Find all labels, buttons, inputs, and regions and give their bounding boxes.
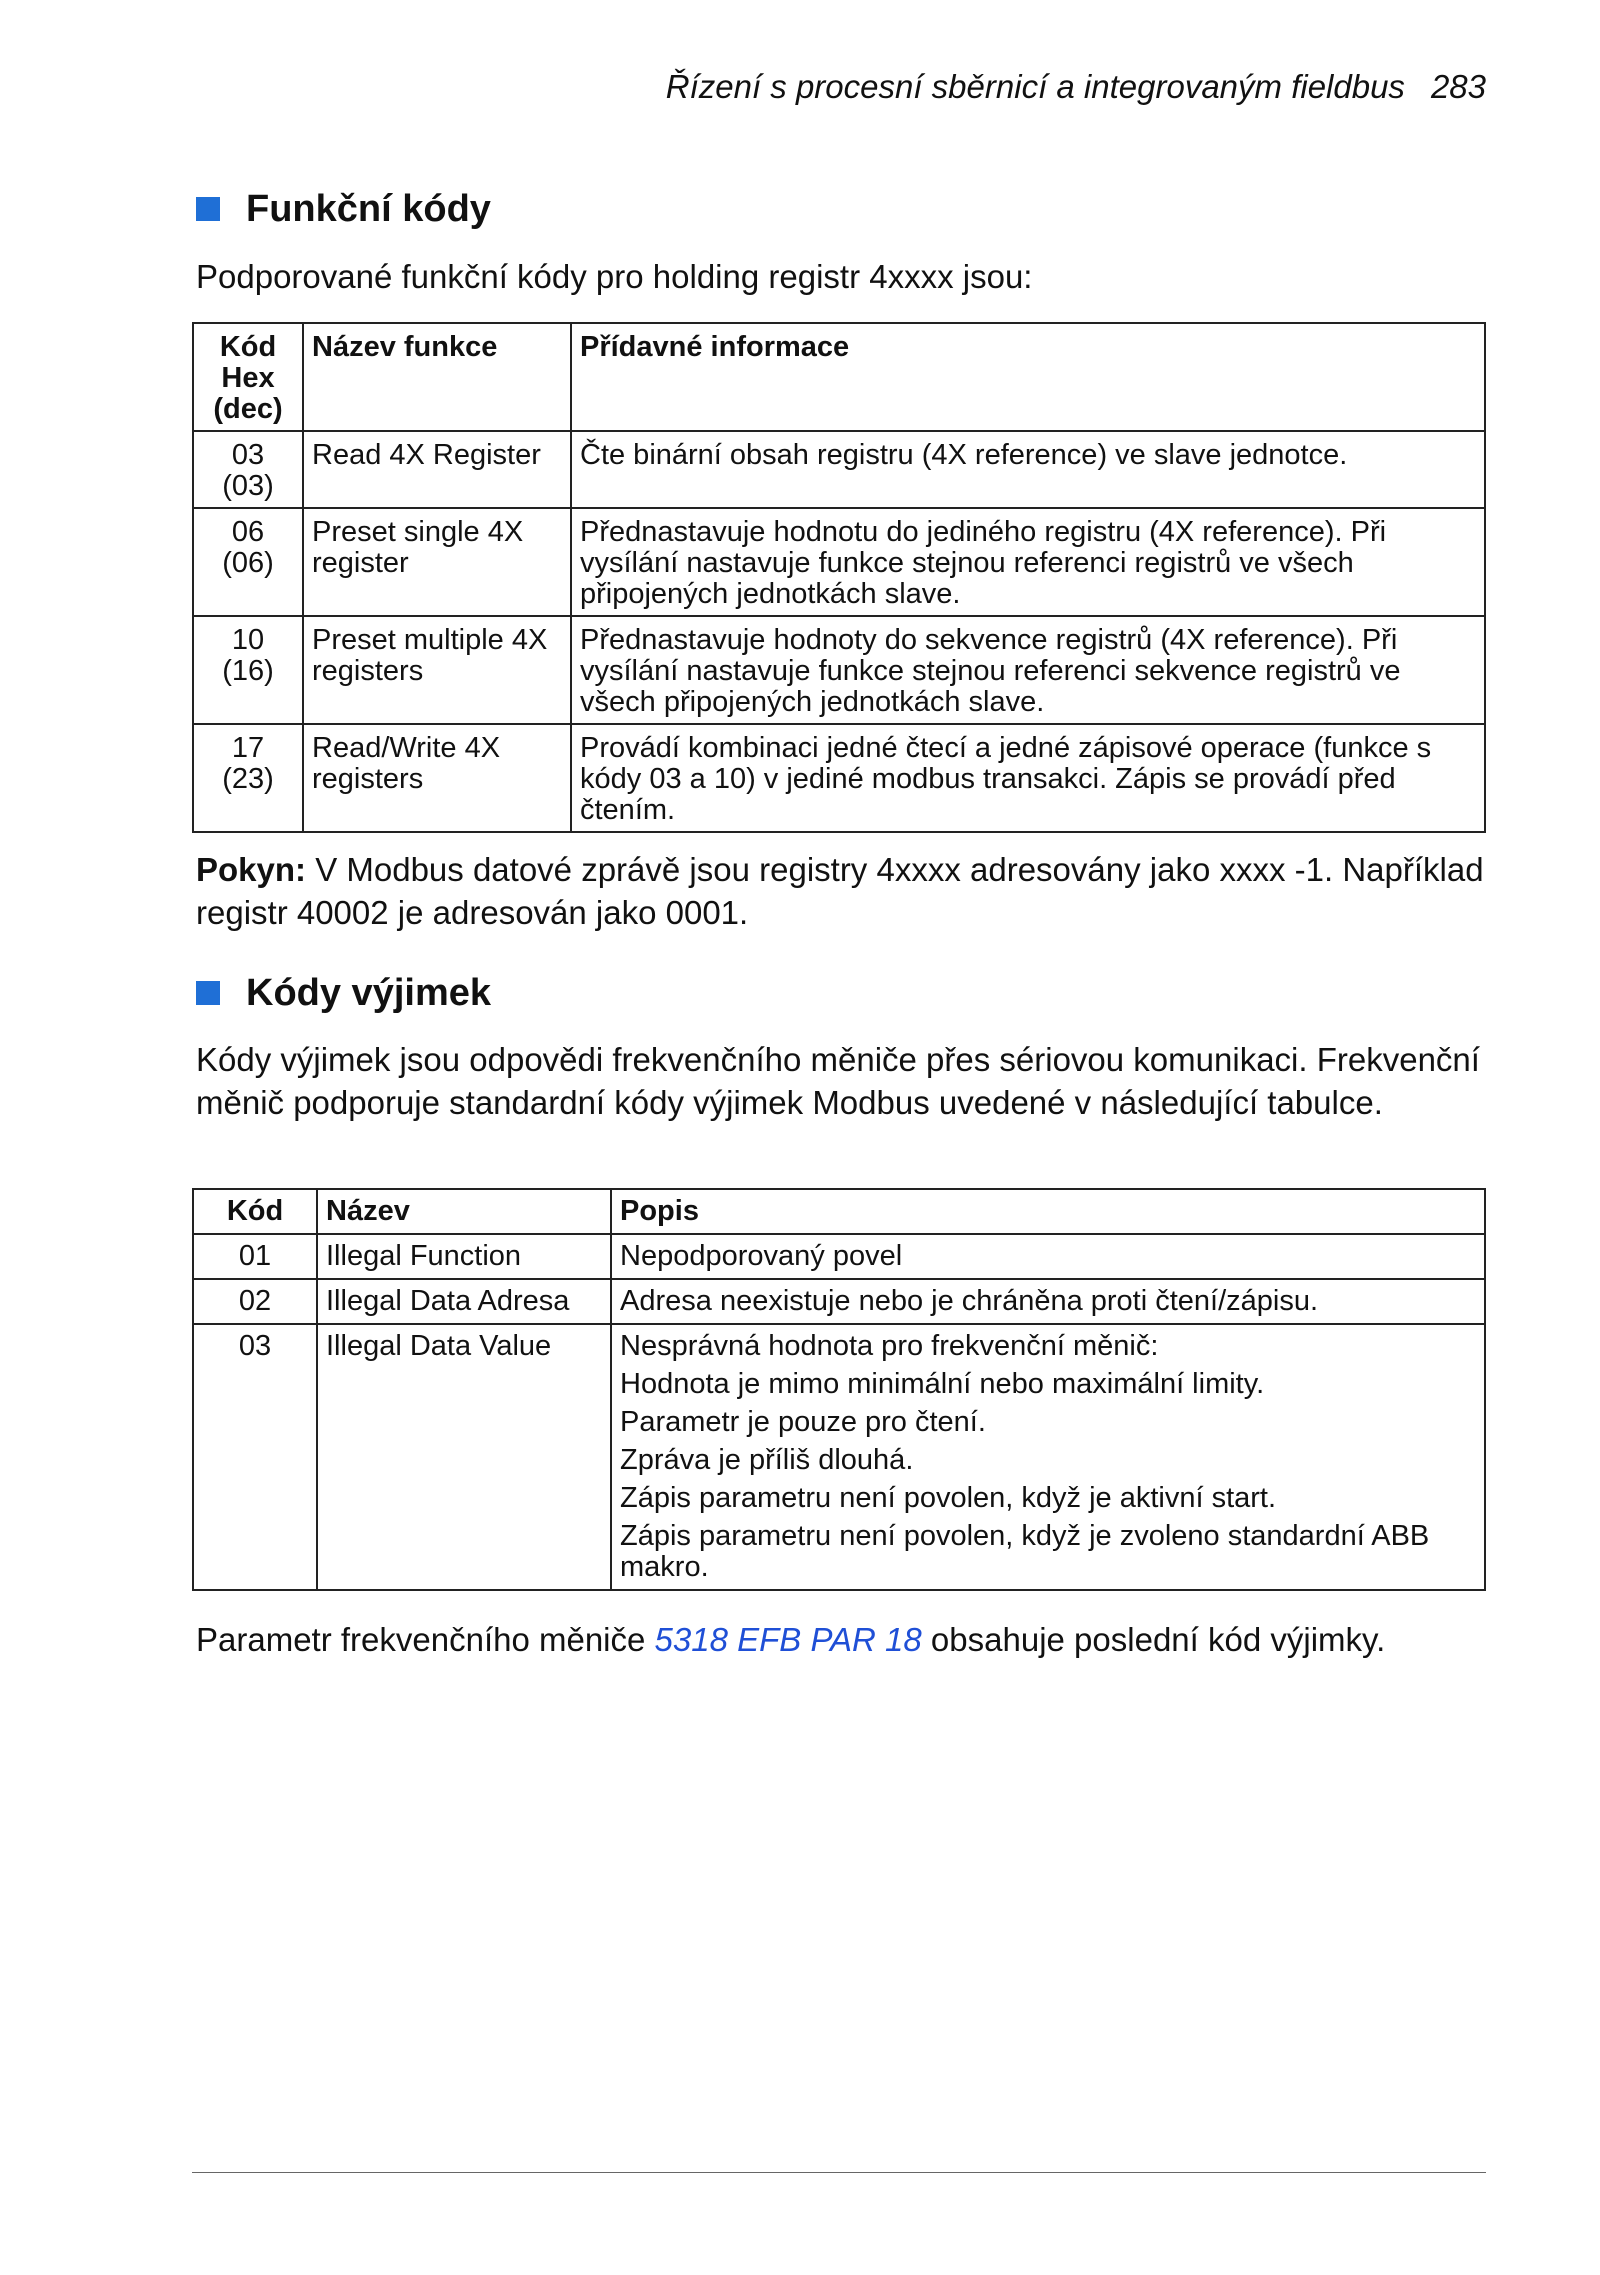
code-cell: 01 [193, 1234, 317, 1279]
table-header-row [193, 323, 1485, 431]
table-row [193, 1324, 1485, 1590]
section-heading-exception-codes [196, 974, 491, 1012]
footer-divider [192, 2172, 1486, 2173]
section-title: Kódy výjimek [246, 972, 491, 1014]
name-cell: Illegal Function [317, 1234, 611, 1279]
column-header: Kód Hex (dec) [193, 323, 303, 431]
page-header [190, 68, 1486, 106]
section-title: Funkční kódy [246, 188, 491, 230]
column-header: Název funkce [303, 323, 571, 431]
info-cell: Přednastavuje hodnoty do sekvence registrů (4X reference). Při vysílání nastavuje funkce stejnou referenci sekvence registrů ve všech připojených jednotkách slave. [571, 616, 1485, 724]
name-cell: Read 4X Register [303, 431, 571, 508]
table-row [193, 508, 1485, 616]
column-header: Přídavné informace [571, 323, 1485, 431]
square-bullet-icon [196, 197, 220, 221]
name-cell: Illegal Data Value [317, 1324, 611, 1590]
info-cell: Přednastavuje hodnotu do jediného registru (4X reference). Při vysílání nastavuje funkce stejnou referenci registrů ve všech připojených jednotkách slave. [571, 508, 1485, 616]
exception-codes-table [192, 1188, 1486, 1591]
column-header: Kód [193, 1189, 317, 1234]
footer-text: obsahuje poslední kód výjimky. [921, 1621, 1386, 1658]
section-heading-function-codes [196, 190, 491, 228]
header-title: Řízení s procesní sběrnicí a integrovaným fieldbus [665, 68, 1405, 105]
note-label: Pokyn: [196, 851, 307, 888]
code-cell: 03 (03) [193, 431, 303, 508]
name-cell: Read/Write 4X registers [303, 724, 571, 832]
desc-cell: Nepodporovaný povel [611, 1234, 1485, 1279]
column-header: Popis [611, 1189, 1485, 1234]
function-codes-table [192, 322, 1486, 833]
section-intro: Kódy výjimek jsou odpovědi frekvenčního měniče přes sériovou komunikaci. Frekvenční měnič podporuje standardní kódy výjimek Modbus uvedené v následující tabulce. [196, 1041, 1480, 1121]
square-bullet-icon [196, 981, 220, 1005]
table-row [193, 1279, 1485, 1324]
code-cell: 02 [193, 1279, 317, 1324]
name-cell: Preset single 4X register [303, 508, 571, 616]
table-row [193, 1234, 1485, 1279]
table-row [193, 724, 1485, 832]
desc-cell: Adresa neexistuje nebo je chráněna proti čtení/zápisu. [611, 1279, 1485, 1324]
footer-text: Parametr frekvenčního měniče [196, 1621, 655, 1658]
code-cell: 03 [193, 1324, 317, 1590]
code-cell: 17 (23) [193, 724, 303, 832]
info-cell: Čte binární obsah registru (4X reference) ve slave jednotce. [571, 431, 1485, 508]
info-cell: Provádí kombinaci jedné čtecí a jedné zápisové operace (funkce s kódy 03 a 10) v jediné modbus transakci. Zápis se provádí před čtením. [571, 724, 1485, 832]
code-cell: 06 (06) [193, 508, 303, 616]
name-cell: Illegal Data Adresa [317, 1279, 611, 1324]
parameter-link[interactable]: 5318 EFB PAR 18 [654, 1621, 922, 1658]
table-row [193, 431, 1485, 508]
column-header: Název [317, 1189, 611, 1234]
desc-cell: Nesprávná hodnota pro frekvenční měnič: Hodnota je mimo minimální nebo maximální limity. Parametr je pouze pro čtení. Zpráva je příliš dlouhá. Zápis parametru není povolen, když je aktivní start. Zápis parametru není povolen, když je zvoleno standardní ABB makro. [611, 1324, 1485, 1590]
page-number: 283 [1430, 68, 1486, 105]
section-intro: Podporované funkční kódy pro holding registr 4xxxx jsou: [196, 258, 1033, 295]
code-cell: 10 (16) [193, 616, 303, 724]
name-cell: Preset multiple 4X registers [303, 616, 571, 724]
footer-paragraph [196, 1618, 1496, 1661]
table-header-row [193, 1189, 1485, 1234]
note-paragraph [196, 848, 1496, 934]
table-row [193, 616, 1485, 724]
note-text: V Modbus datové zprávě jsou registry 4xxxx adresovány jako xxxx -1. Například registr 40002 je adresován jako 0001. [196, 851, 1484, 931]
